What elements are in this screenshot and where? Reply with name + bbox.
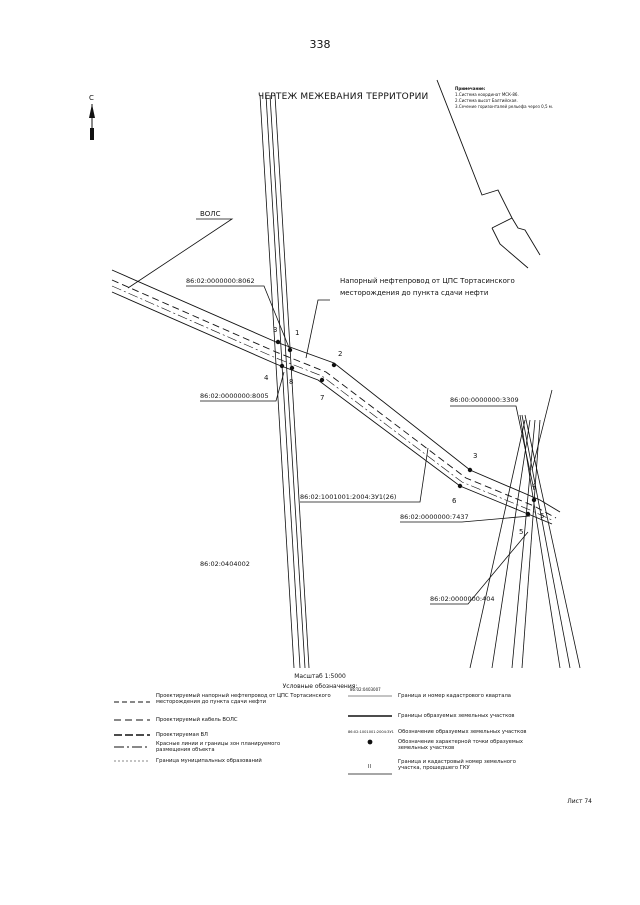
legend-boundaries: Границы образуемых земельных участков: [398, 713, 515, 719]
legend-gku: Граница и кадастровый номер земельного участка, прошедшего ГКУ: [398, 759, 516, 771]
point-7-label: 7: [320, 394, 325, 402]
right-fan-lines: [470, 390, 580, 668]
cad-7437-label: 86:02:0000000:7437: [400, 513, 469, 521]
north-arrow-icon: [89, 94, 95, 140]
cad-8005-label: 86:02:0000000:8005: [200, 392, 269, 400]
characteristic-points: [276, 340, 536, 516]
note-3: 3.Сечение горизонталей рельефа через 0,5 м.: [455, 104, 554, 109]
legend-vols: Проектируемый кабель ВОЛС: [156, 717, 238, 723]
legend-zu-sample: 86:02:1001001:2004:ЗУ1: [348, 730, 394, 734]
legend-char-point: Обозначение характерной точки образуемых земельных участков: [398, 739, 523, 751]
drawing-title: ЧЕРТЕЖ МЕЖЕВАНИЯ ТЕРРИТОРИИ: [258, 92, 429, 102]
vols-label: ВОЛС: [200, 210, 221, 218]
legend-quarter-sample: 86:02:0403007: [350, 687, 381, 692]
sheet-number: Лист 74: [567, 798, 592, 805]
quarter-label: 86:02:0404002: [200, 560, 250, 568]
legend-quarter: Граница и номер кадастрового квартала: [398, 693, 511, 699]
point-4-label: 4: [264, 374, 269, 382]
cad-404-label: 86:02:0000000:404: [430, 595, 495, 603]
legend-pipeline: Проектируемый напорный нефтепровод от ЦПС Тортасинского месторождения до пункта сдачи нефти: [156, 693, 331, 705]
point-5-label: 5: [519, 528, 524, 536]
notes-heading: Примечание:: [455, 86, 486, 91]
point-4b-label: 4: [532, 482, 537, 490]
legend-symbols-left: [114, 702, 150, 761]
legend-title: Условные обозначения:: [282, 683, 358, 690]
pipeline-label-line2: месторождения до пункта сдачи нефти: [340, 289, 489, 297]
boundary-polyline: [437, 80, 540, 268]
point-3-label: 3: [473, 452, 478, 460]
cad-8062-label: 86:02:0000000:8062: [186, 277, 255, 285]
legend-zu-designation: Обозначение образуемых земельных участков: [398, 729, 527, 735]
pipeline-label-line1: Напорный нефтепровод от ЦПС Тортасинского: [340, 277, 515, 285]
cad-zu-label: 86:02:1001001:2004:ЗУ1(26): [300, 493, 397, 501]
legend-municipal: Граница муниципальных образований: [156, 758, 262, 764]
legend-gku-sample: II: [368, 764, 371, 770]
page-number: 338: [309, 38, 331, 51]
point-5b-label: 5: [540, 512, 545, 520]
point-8-label: 8: [289, 378, 294, 386]
north-letter: С: [89, 94, 94, 102]
cad-3309-label: 86:00:0000000:3309: [450, 396, 519, 404]
legend-red-lines: Красные линии и границы зон планируемого размещения объекта: [156, 741, 281, 753]
point-3b-label: 3: [273, 326, 278, 334]
point-1-label: 1: [295, 329, 300, 337]
scale-text: Масштаб 1:5000: [294, 673, 346, 680]
legend-symbols-right: [348, 696, 392, 774]
point-2-label: 2: [338, 350, 343, 358]
note-1: 1.Система координат МСК-86.: [455, 92, 519, 97]
point-6-label: 6: [452, 497, 457, 505]
legend-vl: Проектируемая ВЛ: [156, 732, 208, 738]
note-2: 2.Система высот Балтийская.: [455, 98, 518, 103]
